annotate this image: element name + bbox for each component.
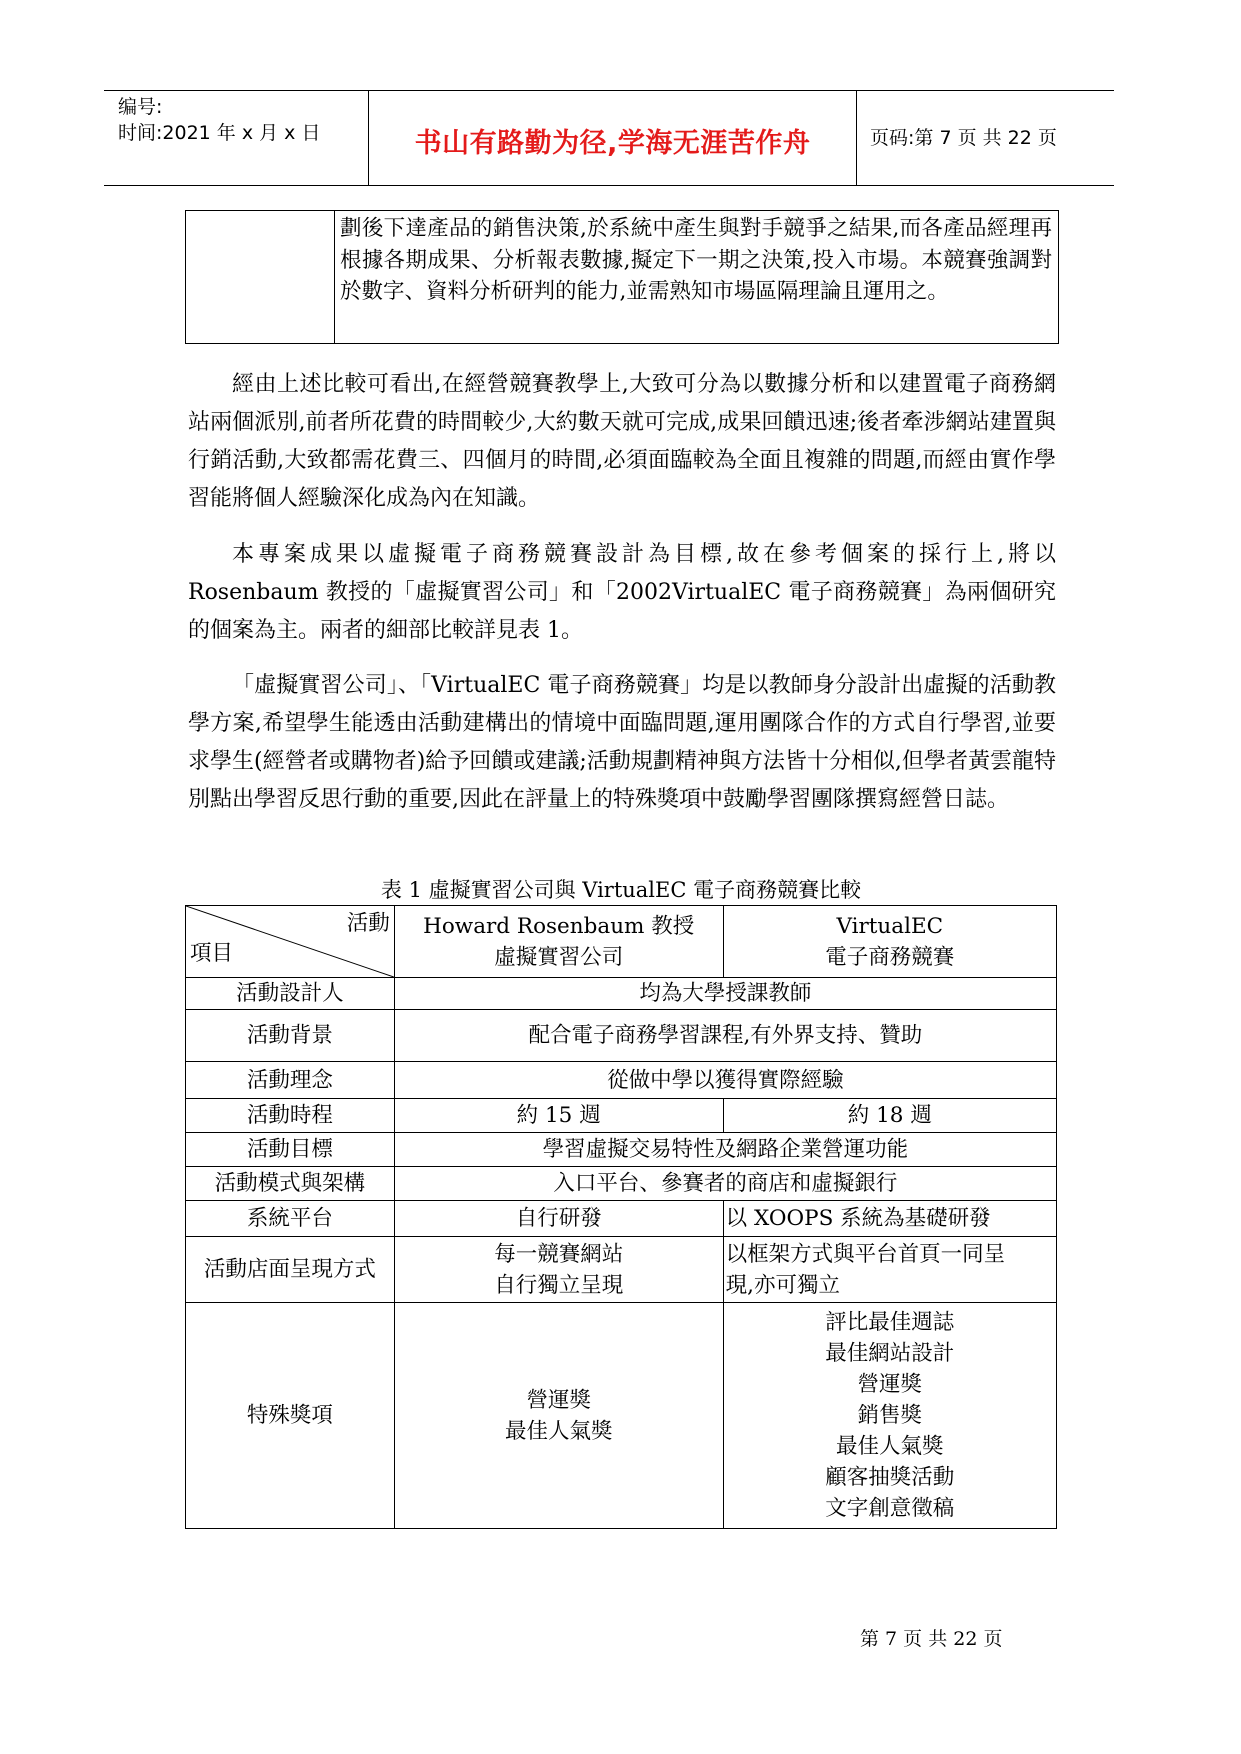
- row-value: 均為大學授課教師: [394, 978, 1056, 1010]
- row-value: 以 XOOPS 系統為基礎研發: [723, 1201, 1056, 1237]
- continued-table-box: [185, 210, 1059, 344]
- row-value: 配合電子商務學習課程,有外界支持、贊助: [394, 1010, 1056, 1062]
- row-value: 學習虛擬交易特性及網路企業營運功能: [394, 1133, 1056, 1167]
- box-divider: [334, 211, 335, 343]
- column-header: [394, 906, 723, 978]
- table-row: [186, 1133, 1057, 1167]
- row-value: [723, 1237, 1056, 1303]
- number-label: 编号:: [118, 96, 163, 118]
- award-item: 評比最佳週誌: [825, 1310, 955, 1335]
- header-motto: 书山有路勤为径,学海无涯苦作舟: [414, 128, 811, 159]
- column-header-line: 虛擬實習公司: [494, 944, 624, 970]
- row-label: 特殊獎項: [186, 1303, 395, 1529]
- row-value: 自行研發: [394, 1201, 723, 1237]
- row-label: 活動時程: [186, 1099, 395, 1133]
- continued-text: 劃後下達產品的銷售決策,於系統中產生與對手競爭之結果,而各產品經理再根據各期成果、分析報表數據,擬定下一期之決策,投入市場。本競賽強調對於數字、資料分析研判的能力,並需熟知市場區隔理論且運用之。: [340, 216, 1053, 304]
- row-label: 系統平台: [186, 1201, 395, 1237]
- time-label: 时间:2021 年 x 月 x 日: [118, 122, 321, 144]
- table-row: [186, 1303, 1057, 1529]
- table-caption: 表 1 虛擬實習公司與 VirtualEC 電子商務競賽比較: [380, 878, 862, 902]
- row-label: 活動模式與架構: [186, 1167, 395, 1201]
- table-row: [186, 1099, 1057, 1133]
- award-item: 營運獎: [526, 1387, 591, 1413]
- row-label: 活動背景: [186, 1010, 395, 1062]
- column-header-line: 電子商務競賽: [825, 944, 955, 970]
- row-label: 活動設計人: [186, 978, 395, 1010]
- header-page-label: 页码:第 7 页 共 22 页: [870, 127, 1057, 149]
- award-item: 銷售獎: [857, 1403, 923, 1428]
- row-value: 從做中學以獲得實際經驗: [394, 1062, 1056, 1099]
- table-row: [186, 1237, 1057, 1303]
- row-value: [723, 1303, 1056, 1529]
- table-row: [186, 1062, 1057, 1099]
- corner-header-cell: [186, 906, 395, 978]
- row-value-line: 自行獨立呈現: [494, 1272, 624, 1298]
- row-value: 入口平台、參賽者的商店和虛擬銀行: [394, 1167, 1056, 1201]
- table-header-row: [186, 906, 1057, 978]
- row-value: [394, 1303, 723, 1529]
- row-label: 活動理念: [186, 1062, 395, 1099]
- row-value-line: 現,亦可獨立: [725, 1272, 840, 1298]
- table-row: [186, 1010, 1057, 1062]
- body-paragraph: 本專案成果以虛擬電子商務競賽設計為目標,故在參考個案的採行上,將以 Rosenbaum 教授的「虛擬實習公司」和「2002VirtualEC 電子商務競賽」為兩個研究的個案為主。兩者的細部比較詳見表 1。: [188, 542, 1056, 643]
- row-value: [394, 1237, 723, 1303]
- row-label: 活動店面呈現方式: [186, 1237, 395, 1303]
- corner-activity-label: 活動: [346, 911, 390, 936]
- column-header-line: VirtualEC: [836, 913, 944, 939]
- row-value: 約 15 週: [394, 1099, 723, 1133]
- header-meta: [118, 91, 368, 185]
- award-item: 最佳人氣獎: [836, 1434, 944, 1459]
- award-item: 最佳網站設計: [825, 1341, 955, 1366]
- award-item: 營運獎: [857, 1372, 923, 1397]
- table-row: [186, 1201, 1057, 1237]
- body-paragraph: 「虛擬實習公司」、「VirtualEC 電子商務競賽」均是以教師身分設計出虛擬的活動教學方案,希望學生能透由活動建構出的情境中面臨問題,運用團隊合作的方式自行學習,並要求學生(經營者或購物者)給予回饋或建議;活動規劃精神與方法皆十分相似,但學者黃雲龍特別點出學習反思行動的重要,因此在評量上的特殊獎項中鼓勵學習團隊撰寫經營日誌。: [188, 673, 1056, 812]
- page-header: [104, 90, 1114, 186]
- column-header: [723, 906, 1056, 978]
- row-label: 活動目標: [186, 1133, 395, 1167]
- body-paragraph: 經由上述比較可看出,在經營競賽教學上,大致可分為以數據分析和以建置電子商務網站兩個派別,前者所花費的時間較少,大約數天就可完成,成果回饋迅速;後者牽涉網站建置與行銷活動,大致都需花費三、四個月的時間,必須面臨較為全面且複雜的問題,而經由實作學習能將個人經驗深化成為內在知識。: [188, 372, 1056, 511]
- table-row: [186, 978, 1057, 1010]
- award-item: 顧客抽獎活動: [825, 1465, 955, 1490]
- table-row: [186, 1167, 1057, 1201]
- header-divider: [856, 91, 857, 185]
- row-value-line: 每一競賽網站: [494, 1241, 624, 1267]
- row-value-line: 以框架方式與平台首頁一同呈: [725, 1241, 1006, 1267]
- row-value: 約 18 週: [723, 1099, 1056, 1133]
- comparison-table: [185, 905, 1057, 1529]
- award-item: 最佳人氣獎: [504, 1418, 613, 1444]
- page-footer: 第 7 页 共 22 页: [860, 1628, 1003, 1650]
- column-header-line: Howard Rosenbaum 教授: [423, 913, 695, 939]
- corner-item-label: 項目: [190, 941, 234, 966]
- award-item: 文字創意徵稿: [825, 1496, 955, 1521]
